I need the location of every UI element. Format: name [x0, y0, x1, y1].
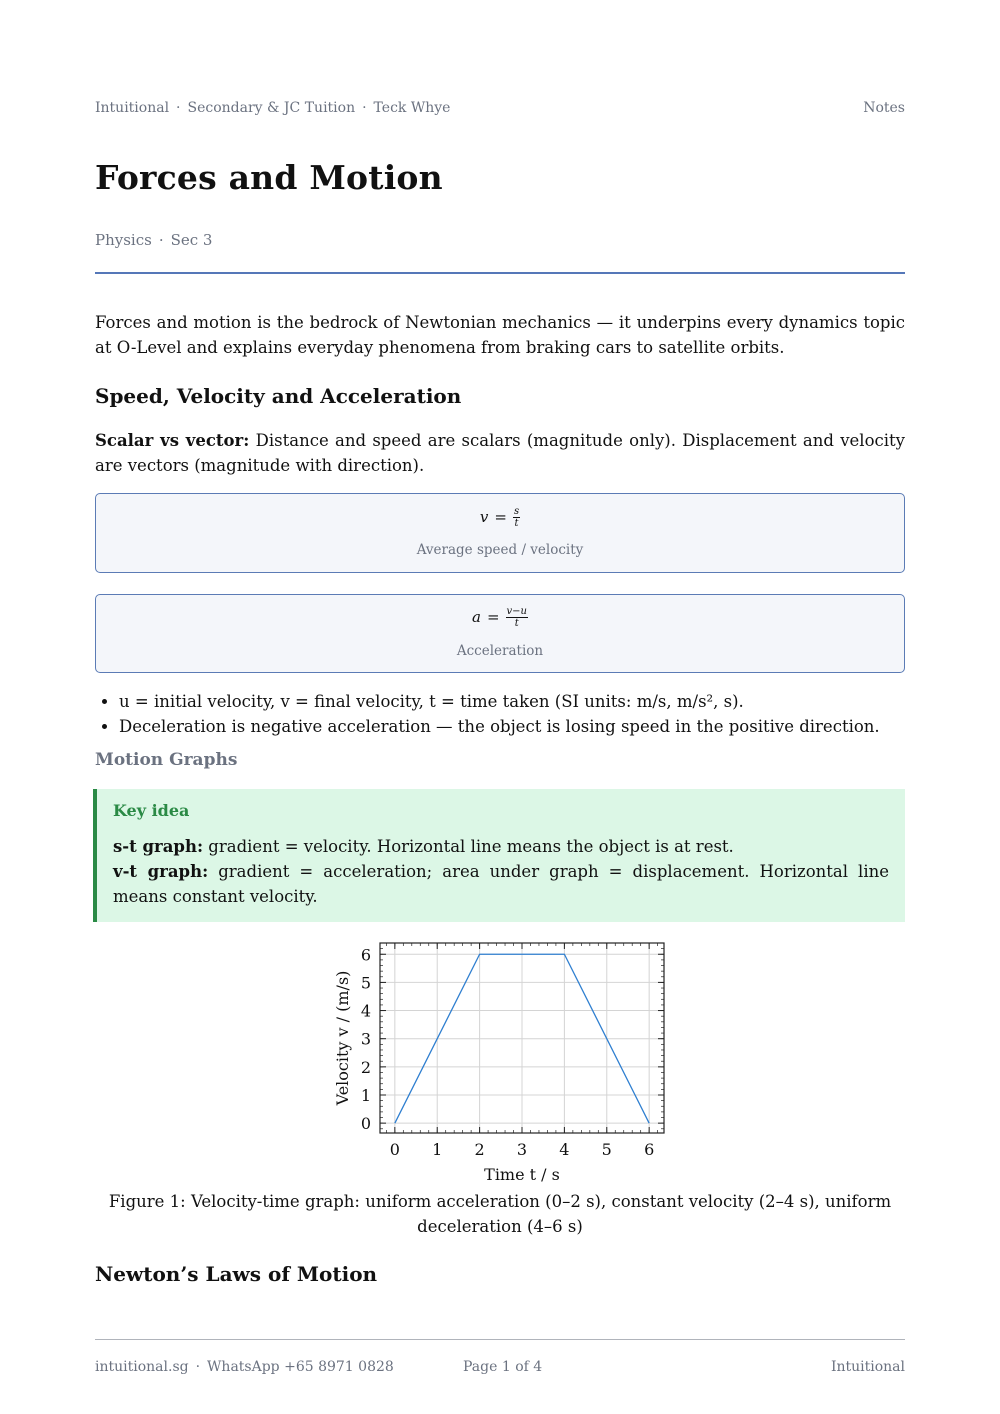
x-tick-label: 1 [432, 1140, 443, 1159]
y-tick-label: 1 [360, 1086, 371, 1105]
y-tick-label: 3 [360, 1029, 371, 1049]
footer-divider [95, 1339, 905, 1340]
scalar-text: Distance and speed are scalars (magnitude only). Displacement and velocity are vectors (magnitude with direction). [95, 431, 905, 475]
header-location: Teck Whye [373, 100, 451, 116]
formula-box-acceleration [95, 594, 905, 673]
scalar-label: Scalar vs vector: [95, 431, 250, 450]
header-doc-type: Notes [863, 100, 905, 116]
page-header [95, 100, 905, 122]
formula-acceleration: a = $\frac{v-u}{t}$ [472, 605, 527, 629]
title-divider [95, 272, 905, 274]
formula-box-speed [95, 493, 905, 573]
y-tick-label: 2 [360, 1057, 371, 1077]
fraction: $\frac{s}{t}$ [513, 505, 520, 529]
y-tick-label: 0 [360, 1114, 371, 1134]
x-tick-label: 0 [389, 1140, 400, 1159]
section-heading-speed: Speed, Velocity and Acceleration [95, 384, 462, 408]
x-tick-label: 5 [601, 1140, 612, 1159]
x-tick-label: 6 [644, 1140, 655, 1159]
header-breadcrumb: Intuitional · Secondary & JC Tuition · Teck Whye [95, 100, 451, 116]
list-item: • Deceleration is negative acceleration — the object is losing speed in the positive direction. [119, 714, 929, 739]
y-tick-label: 5 [360, 973, 371, 993]
page-subtitle: Physics · Sec 3 [95, 231, 213, 249]
x-tick-label: 2 [474, 1140, 485, 1159]
footer-page-number: Page 1 of 4 [463, 1359, 543, 1375]
key-idea-title: Key idea [113, 801, 190, 820]
subsection-heading-motion-graphs: Motion Graphs [95, 750, 238, 770]
header-brand: Intuitional [95, 100, 170, 116]
key-idea-callout [93, 789, 905, 922]
intro-paragraph: Forces and motion is the bedrock of Newtonian mechanics — it underpins every dynamics topic at O-Level and explains everyday phenomena from braking cars to satellite orbits. [95, 313, 905, 357]
formula-caption: Acceleration [456, 643, 544, 659]
page-title: Forces and Motion [95, 158, 443, 197]
x-axis-label: Time t / s [484, 1165, 560, 1184]
formula-speed: v = $\frac{s}{t}$ [479, 505, 520, 529]
x-tick-label: 3 [516, 1140, 528, 1159]
footer-contact: WhatsApp +65 8971 0828 [207, 1359, 394, 1375]
formula-caption: Average speed / velocity [416, 542, 584, 558]
fraction: $\frac{v-u}{t}$ [506, 605, 527, 629]
footer-brand: Intuitional [830, 1359, 905, 1375]
level-label: Sec 3 [170, 231, 213, 249]
y-tick-label: 6 [360, 945, 371, 965]
subject-label: Physics [95, 231, 152, 249]
page-footer: intuitional.sg · WhatsApp +65 8971 0828 Page 1 of 4 Intuitional [95, 1359, 905, 1375]
definitions-list [95, 689, 929, 739]
list-item: • u = initial velocity, v = final velocity, t = time taken (SI units: m/s, m/s², s). [119, 689, 929, 714]
key-idea-line: s-t graph: gradient = velocity. Horizontal line means the object is at rest. [113, 837, 734, 856]
section-heading-newton: Newton’s Laws of Motion [95, 1262, 378, 1286]
scalar-vector-paragraph [95, 428, 905, 478]
header-tagline: Secondary & JC Tuition [187, 100, 356, 116]
figure-caption: Figure 1: Velocity-time graph: uniform acceleration (0–2 s), constant velocity (2–4 s), uniform deceleration (4–6 s) [108, 1192, 892, 1236]
y-axis-label: Velocity v / (m/s) [333, 970, 352, 1106]
velocity-time-chart [320, 935, 680, 1187]
footer-site: intuitional.sg [95, 1359, 189, 1375]
key-idea-line: v-t graph: gradient = acceleration; area under graph = displacement. Horizontal line means constant velocity. [113, 862, 889, 906]
x-tick-label: 4 [559, 1140, 570, 1159]
y-tick-label: 4 [360, 1001, 371, 1021]
